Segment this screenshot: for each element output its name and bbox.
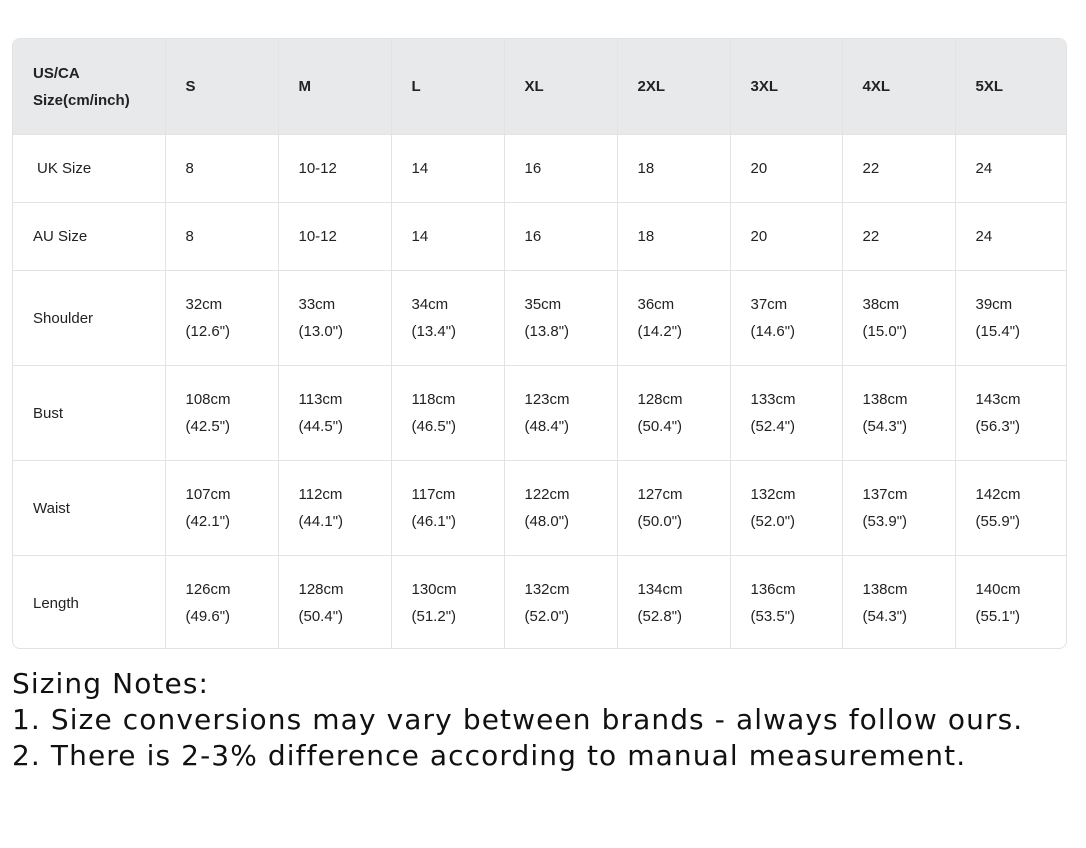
notes-title: Sizing Notes:: [12, 667, 210, 700]
table-cell: [278, 366, 391, 461]
cell-value: 113cm: [298, 391, 343, 408]
cell-value: 36cm: [637, 296, 675, 313]
table-cell: [278, 203, 391, 271]
cell-value: 33cm: [298, 296, 336, 313]
cell-value: 134cm: [637, 581, 683, 598]
header-size-3xl: 3XL: [730, 39, 842, 135]
header-size-4xl: 4XL: [842, 39, 955, 135]
table-cell: [842, 203, 955, 271]
cell-value: 117cm: [411, 486, 456, 503]
cell-value-inch: (55.9"): [975, 513, 1021, 530]
table-row: [13, 461, 1066, 556]
table-cell: [391, 556, 504, 650]
cell-value: 20: [750, 160, 768, 177]
table-row: [13, 135, 1066, 203]
cell-value-inch: (44.1"): [298, 513, 344, 530]
table-cell: [730, 556, 842, 650]
cell-value: 38cm: [862, 296, 900, 313]
header-label-cell: [13, 39, 165, 135]
table-row: [13, 556, 1066, 650]
cell-value: 14: [411, 228, 429, 245]
table-cell: [842, 556, 955, 650]
row-label: UK Size: [13, 135, 165, 203]
table-row: [13, 203, 1066, 271]
table-cell: [842, 366, 955, 461]
cell-value-inch: (14.6"): [750, 323, 796, 340]
table-cell: [504, 203, 617, 271]
table-cell: [391, 135, 504, 203]
table-cell: [955, 366, 1066, 461]
table-cell: [165, 366, 278, 461]
table-cell: [617, 461, 730, 556]
table-cell: [278, 135, 391, 203]
cell-value: 128cm: [637, 391, 683, 408]
row-label: Length: [13, 556, 165, 650]
cell-value-inch: (13.4"): [411, 323, 457, 340]
size-chart-table: [12, 38, 1067, 649]
table-cell: [617, 203, 730, 271]
table-cell: [617, 271, 730, 366]
cell-value-inch: (48.0"): [524, 513, 570, 530]
table-cell: [391, 366, 504, 461]
header-size-s: S: [165, 39, 278, 135]
header-row: [13, 39, 1066, 135]
cell-value-inch: (52.8"): [637, 608, 683, 625]
cell-value-inch: (12.6"): [185, 323, 231, 340]
table-body: [13, 135, 1066, 650]
cell-value: 126cm: [185, 581, 231, 598]
cell-value: 35cm: [524, 296, 562, 313]
cell-value: 10-12: [298, 160, 337, 177]
table-cell: [730, 203, 842, 271]
table-cell: [730, 135, 842, 203]
cell-value: 138cm: [862, 391, 908, 408]
table-cell: [504, 556, 617, 650]
table-cell: [955, 203, 1066, 271]
table-cell: [730, 366, 842, 461]
cell-value-inch: (46.1"): [411, 513, 457, 530]
cell-value-inch: (50.4"): [298, 608, 344, 625]
cell-value-inch: (54.3"): [862, 418, 908, 435]
cell-value: 136cm: [750, 581, 796, 598]
cell-value: 39cm: [975, 296, 1013, 313]
notes-line-1: 1. Size conversions may vary between brands - always follow ours.: [12, 703, 1024, 736]
cell-value: 133cm: [750, 391, 796, 408]
table-cell: [617, 556, 730, 650]
cell-value: 34cm: [411, 296, 449, 313]
table-cell: [165, 135, 278, 203]
row-label: Waist: [13, 461, 165, 556]
table-row: [13, 366, 1066, 461]
header-label-line1: US/CA: [33, 64, 80, 82]
cell-value: 137cm: [862, 486, 908, 503]
cell-value: 118cm: [411, 391, 456, 408]
cell-value: 20: [750, 228, 768, 245]
cell-value: 128cm: [298, 581, 344, 598]
cell-value-inch: (55.1"): [975, 608, 1021, 625]
table-cell: [165, 271, 278, 366]
table-cell: [278, 461, 391, 556]
size-table: [13, 39, 1066, 649]
cell-value-inch: (13.0"): [298, 323, 344, 340]
cell-value-inch: (52.4"): [750, 418, 796, 435]
cell-value: 123cm: [524, 391, 570, 408]
table-cell: [730, 461, 842, 556]
cell-value: 24: [975, 160, 993, 177]
cell-value: 32cm: [185, 296, 223, 313]
table-cell: [504, 271, 617, 366]
table-cell: [391, 203, 504, 271]
cell-value-inch: (52.0"): [750, 513, 796, 530]
cell-value-inch: (15.0"): [862, 323, 908, 340]
cell-value-inch: (14.2"): [637, 323, 683, 340]
cell-value: 24: [975, 228, 993, 245]
header-label-line2: Size(cm/inch): [33, 91, 130, 109]
header-size-xl: XL: [504, 39, 617, 135]
table-cell: [842, 135, 955, 203]
cell-value: 107cm: [185, 486, 231, 503]
table-cell: [955, 271, 1066, 366]
cell-value: 108cm: [185, 391, 231, 408]
table-cell: [391, 461, 504, 556]
table-cell: [617, 366, 730, 461]
cell-value-inch: (50.4"): [637, 418, 683, 435]
table-cell: [842, 461, 955, 556]
table-cell: [391, 271, 504, 366]
table-row: [13, 271, 1066, 366]
cell-value: 37cm: [750, 296, 788, 313]
header-size-5xl: 5XL: [955, 39, 1066, 135]
cell-value: 14: [411, 160, 429, 177]
table-cell: [955, 556, 1066, 650]
cell-value: 130cm: [411, 581, 457, 598]
table-cell: [504, 461, 617, 556]
table-cell: [165, 556, 278, 650]
cell-value-inch: (42.1"): [185, 513, 231, 530]
table-cell: [955, 135, 1066, 203]
row-label: AU Size: [13, 203, 165, 271]
cell-value-inch: (48.4"): [524, 418, 570, 435]
cell-value-inch: (42.5"): [185, 418, 231, 435]
cell-value-inch: (52.0"): [524, 608, 570, 625]
cell-value-inch: (53.5"): [750, 608, 796, 625]
cell-value: 18: [637, 228, 655, 245]
cell-value: 8: [185, 160, 194, 177]
cell-value: 138cm: [862, 581, 908, 598]
cell-value: 22: [862, 160, 880, 177]
table-cell: [617, 135, 730, 203]
cell-value: 122cm: [524, 486, 570, 503]
header-size-l: L: [391, 39, 504, 135]
table-cell: [504, 366, 617, 461]
table-cell: [955, 461, 1066, 556]
cell-value: 140cm: [975, 581, 1021, 598]
cell-value-inch: (53.9"): [862, 513, 908, 530]
cell-value-inch: (51.2"): [411, 608, 457, 625]
table-cell: [730, 271, 842, 366]
table-cell: [278, 271, 391, 366]
cell-value: 127cm: [637, 486, 683, 503]
cell-value-inch: (15.4"): [975, 323, 1021, 340]
header-size-2xl: 2XL: [617, 39, 730, 135]
cell-value: 22: [862, 228, 880, 245]
cell-value: 143cm: [975, 391, 1021, 408]
sizing-notes: [12, 666, 1082, 774]
table-cell: [278, 556, 391, 650]
cell-value: 132cm: [524, 581, 570, 598]
table-cell: [165, 461, 278, 556]
cell-value-inch: (44.5"): [298, 418, 344, 435]
row-label: Bust: [13, 366, 165, 461]
header-size-m: M: [278, 39, 391, 135]
cell-value-inch: (46.5"): [411, 418, 457, 435]
cell-value: 112cm: [298, 486, 343, 503]
notes-line-2: 2. There is 2-3% difference according to manual measurement.: [12, 739, 967, 772]
table-cell: [504, 135, 617, 203]
table-cell: [842, 271, 955, 366]
cell-value-inch: (50.0"): [637, 513, 683, 530]
cell-value: 16: [524, 228, 542, 245]
row-label: Shoulder: [13, 271, 165, 366]
table-cell: [165, 203, 278, 271]
cell-value: 16: [524, 160, 542, 177]
cell-value-inch: (49.6"): [185, 608, 231, 625]
cell-value: 8: [185, 228, 194, 245]
cell-value: 10-12: [298, 228, 337, 245]
cell-value-inch: (56.3"): [975, 418, 1021, 435]
cell-value: 18: [637, 160, 655, 177]
cell-value-inch: (13.8"): [524, 323, 570, 340]
cell-value: 132cm: [750, 486, 796, 503]
cell-value-inch: (54.3"): [862, 608, 908, 625]
cell-value: 142cm: [975, 486, 1021, 503]
